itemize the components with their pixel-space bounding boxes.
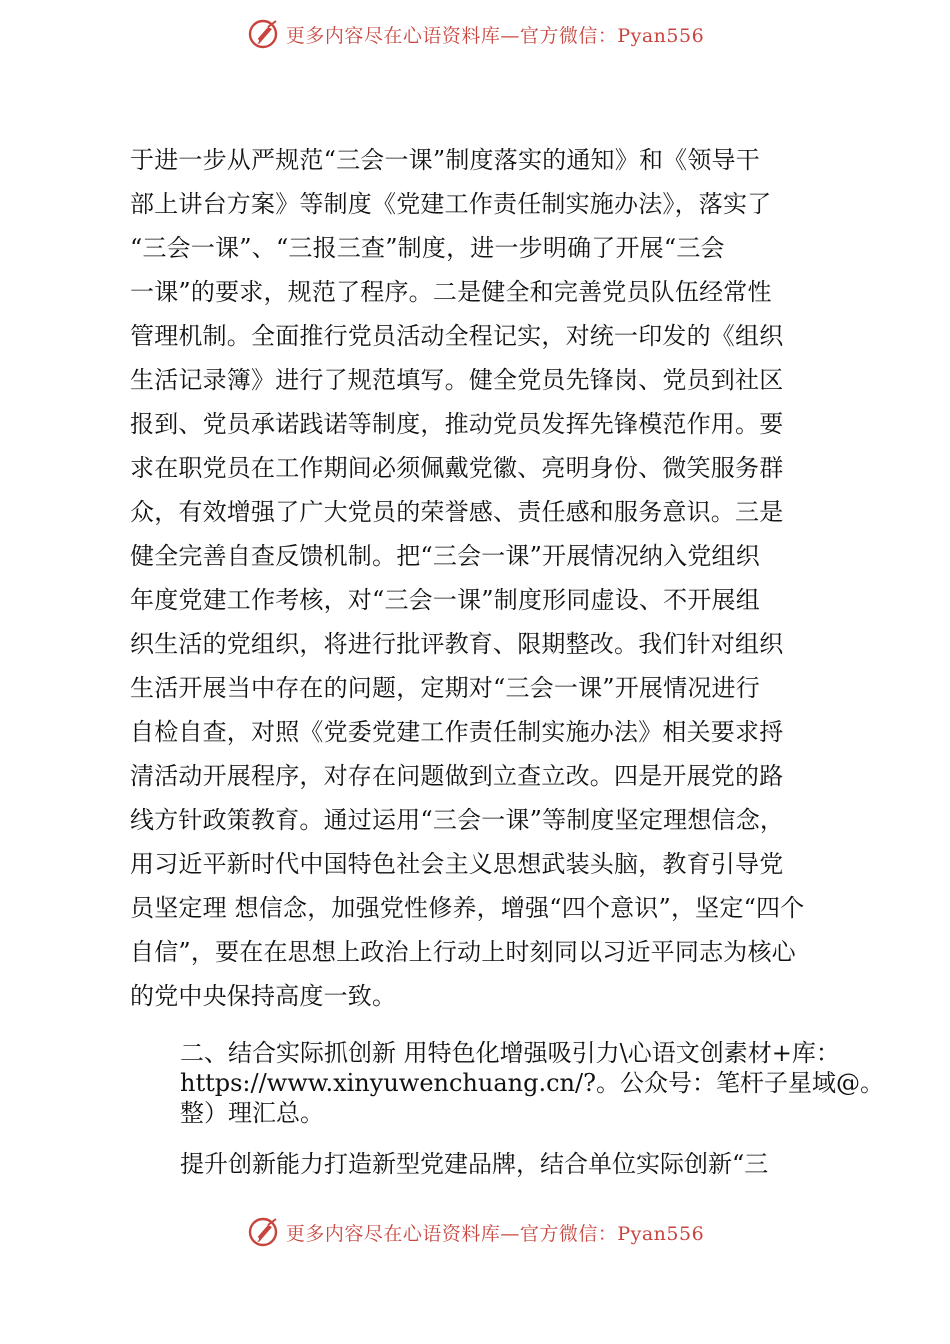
text-line: 自信”，要在在思想上政治上行动上时刻同以习近平同志为核心 [130, 938, 796, 966]
text-line: “三会一课”、“三报三查”制度，进一步明确了开展“三会 [130, 234, 725, 262]
text-line: 报到、党员承诺践诺等制度，推动党员发挥先锋模范作用。要 [130, 410, 784, 438]
text-line: 生活开展当中存在的问题，定期对“三会一课”开展情况进行 [130, 674, 760, 702]
section-heading [130, 1038, 884, 1128]
text-line: 用习近平新时代中国特色社会主义思想武装头脑，教育引导党 [130, 850, 784, 878]
footer-banner [0, 1210, 950, 1254]
document-body [130, 138, 884, 1186]
heading-line: 整）理汇总。 [180, 1099, 324, 1127]
paragraph-first-line: 提升创新能力打造新型党建品牌，结合单位实际创新“三 [180, 1150, 769, 1178]
heading-line: 二、结合实际抓创新 用特色化增强吸引力\心语文创素材+库： [180, 1039, 840, 1067]
text-line: 的党中央保持高度一致。 [130, 982, 397, 1010]
text-line: 一课”的要求，规范了程序。二是健全和完善党员队伍经常性 [130, 278, 772, 306]
text-line: 自检自查，对照《党委党建工作责任制实施办法》相关要求捋 [130, 718, 784, 746]
text-line: 织生活的党组织，将进行批评教育、限期整改。我们针对组织 [130, 630, 784, 658]
text-line: 求在职党员在工作期间必须佩戴党徽、亮明身份、微笑服务群 [130, 454, 784, 482]
header-banner [0, 12, 950, 56]
header-banner-text: 更多内容尽在心语资料库—官方微信：Pyan556 [285, 24, 705, 47]
quill-pen-logo-icon [246, 17, 280, 51]
text-line: 年度党建工作考核，对“三会一课”制度形同虚设、不开展组 [130, 586, 760, 614]
text-line: 管理机制。全面推行党员活动全程记实，对统一印发的《组织 [130, 322, 784, 350]
text-line: 于进一步从严规范“三会一课”制度落实的通知》和《领导干 [130, 146, 760, 174]
footer-banner-text: 更多内容尽在心语资料库—官方微信：Pyan556 [285, 1222, 705, 1245]
text-line: 部上讲台方案》等制度《党建工作责任制实施办法》，落实了 [130, 190, 772, 218]
text-line: 健全完善自查反馈机制。把“三会一课”开展情况纳入党组织 [130, 542, 760, 570]
quill-pen-logo-icon [246, 1215, 280, 1249]
text-line: 清活动开展程序，对存在问题做到立查立改。四是开展党的路 [130, 762, 784, 790]
text-line: 众，有效增强了广大党员的荣誉感、责任感和服务意识。三是 [130, 498, 784, 526]
heading-url-line: https://www.xinyuwenchuang.cn/?。公众号：笔杆子星域@。 [180, 1069, 884, 1097]
text-line: 生活记录簿》进行了规范填写。健全党员先锋岗、党员到社区 [130, 366, 784, 394]
text-line: 线方针政策教育。通过运用“三会一课”等制度坚定理想信念， [130, 806, 785, 834]
text-line: 员坚定理 想信念，加强党性修养，增强“四个意识”，坚定“四个 [130, 894, 805, 922]
